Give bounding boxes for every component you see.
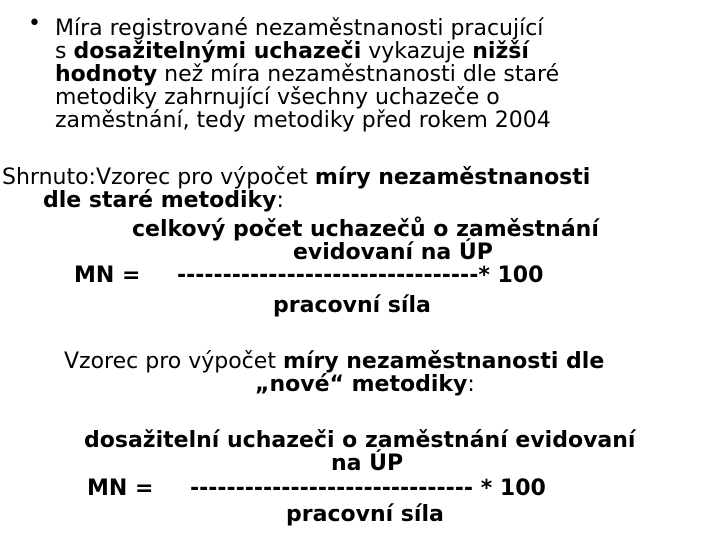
bullet-line: hodnoty než míra nezaměstnanosti dle staré [55,62,560,87]
new-formula-denominator: pracovní síla [286,502,444,527]
new-formula-lhs: MN = [87,476,154,501]
summary-line-1: Shrnuto:Vzorec pro výpočet míry nezaměstnanosti [2,165,591,190]
summary-heading [2,166,590,212]
old-formula-denominator: pracovní síla [273,293,431,318]
new-formula-numerator-line-2: na ÚP [331,451,404,476]
bullet-paragraph [55,17,559,132]
old-formula-numerator-line-2: evidovaní na ÚP [293,240,493,265]
old-formula-numerator-line-1: celkový počet uchazečů o zaměstnání [132,217,599,242]
new-method-heading-line-1: Vzorec pro výpočet míry nezaměstnanosti dle [64,349,605,374]
bullet-icon: • [28,11,41,36]
bullet-line: Míra registrované nezaměstnanosti pracující [55,16,544,41]
old-formula-lhs: MN = [74,263,141,288]
new-formula-numerator-line-1: dosažitelní uchazeči o zaměstnání evidovaní [84,428,636,453]
bullet-line: s dosažitelnými uchazeči vykazuje nižší [55,39,529,64]
summary-line-2: dle staré metodiky: [43,188,284,213]
bullet-line: metodiky zahrnující všechny uchazeče o [55,85,500,110]
bullet-line: zaměstnání, tedy metodiky před rokem 2004 [55,108,551,133]
old-formula-fraction-line: ---------------------------------* 100 [177,263,544,288]
new-method-heading-line-2: „nové“ metodiky: [255,372,475,397]
new-formula-fraction-line: ------------------------------- * 100 [190,476,546,501]
